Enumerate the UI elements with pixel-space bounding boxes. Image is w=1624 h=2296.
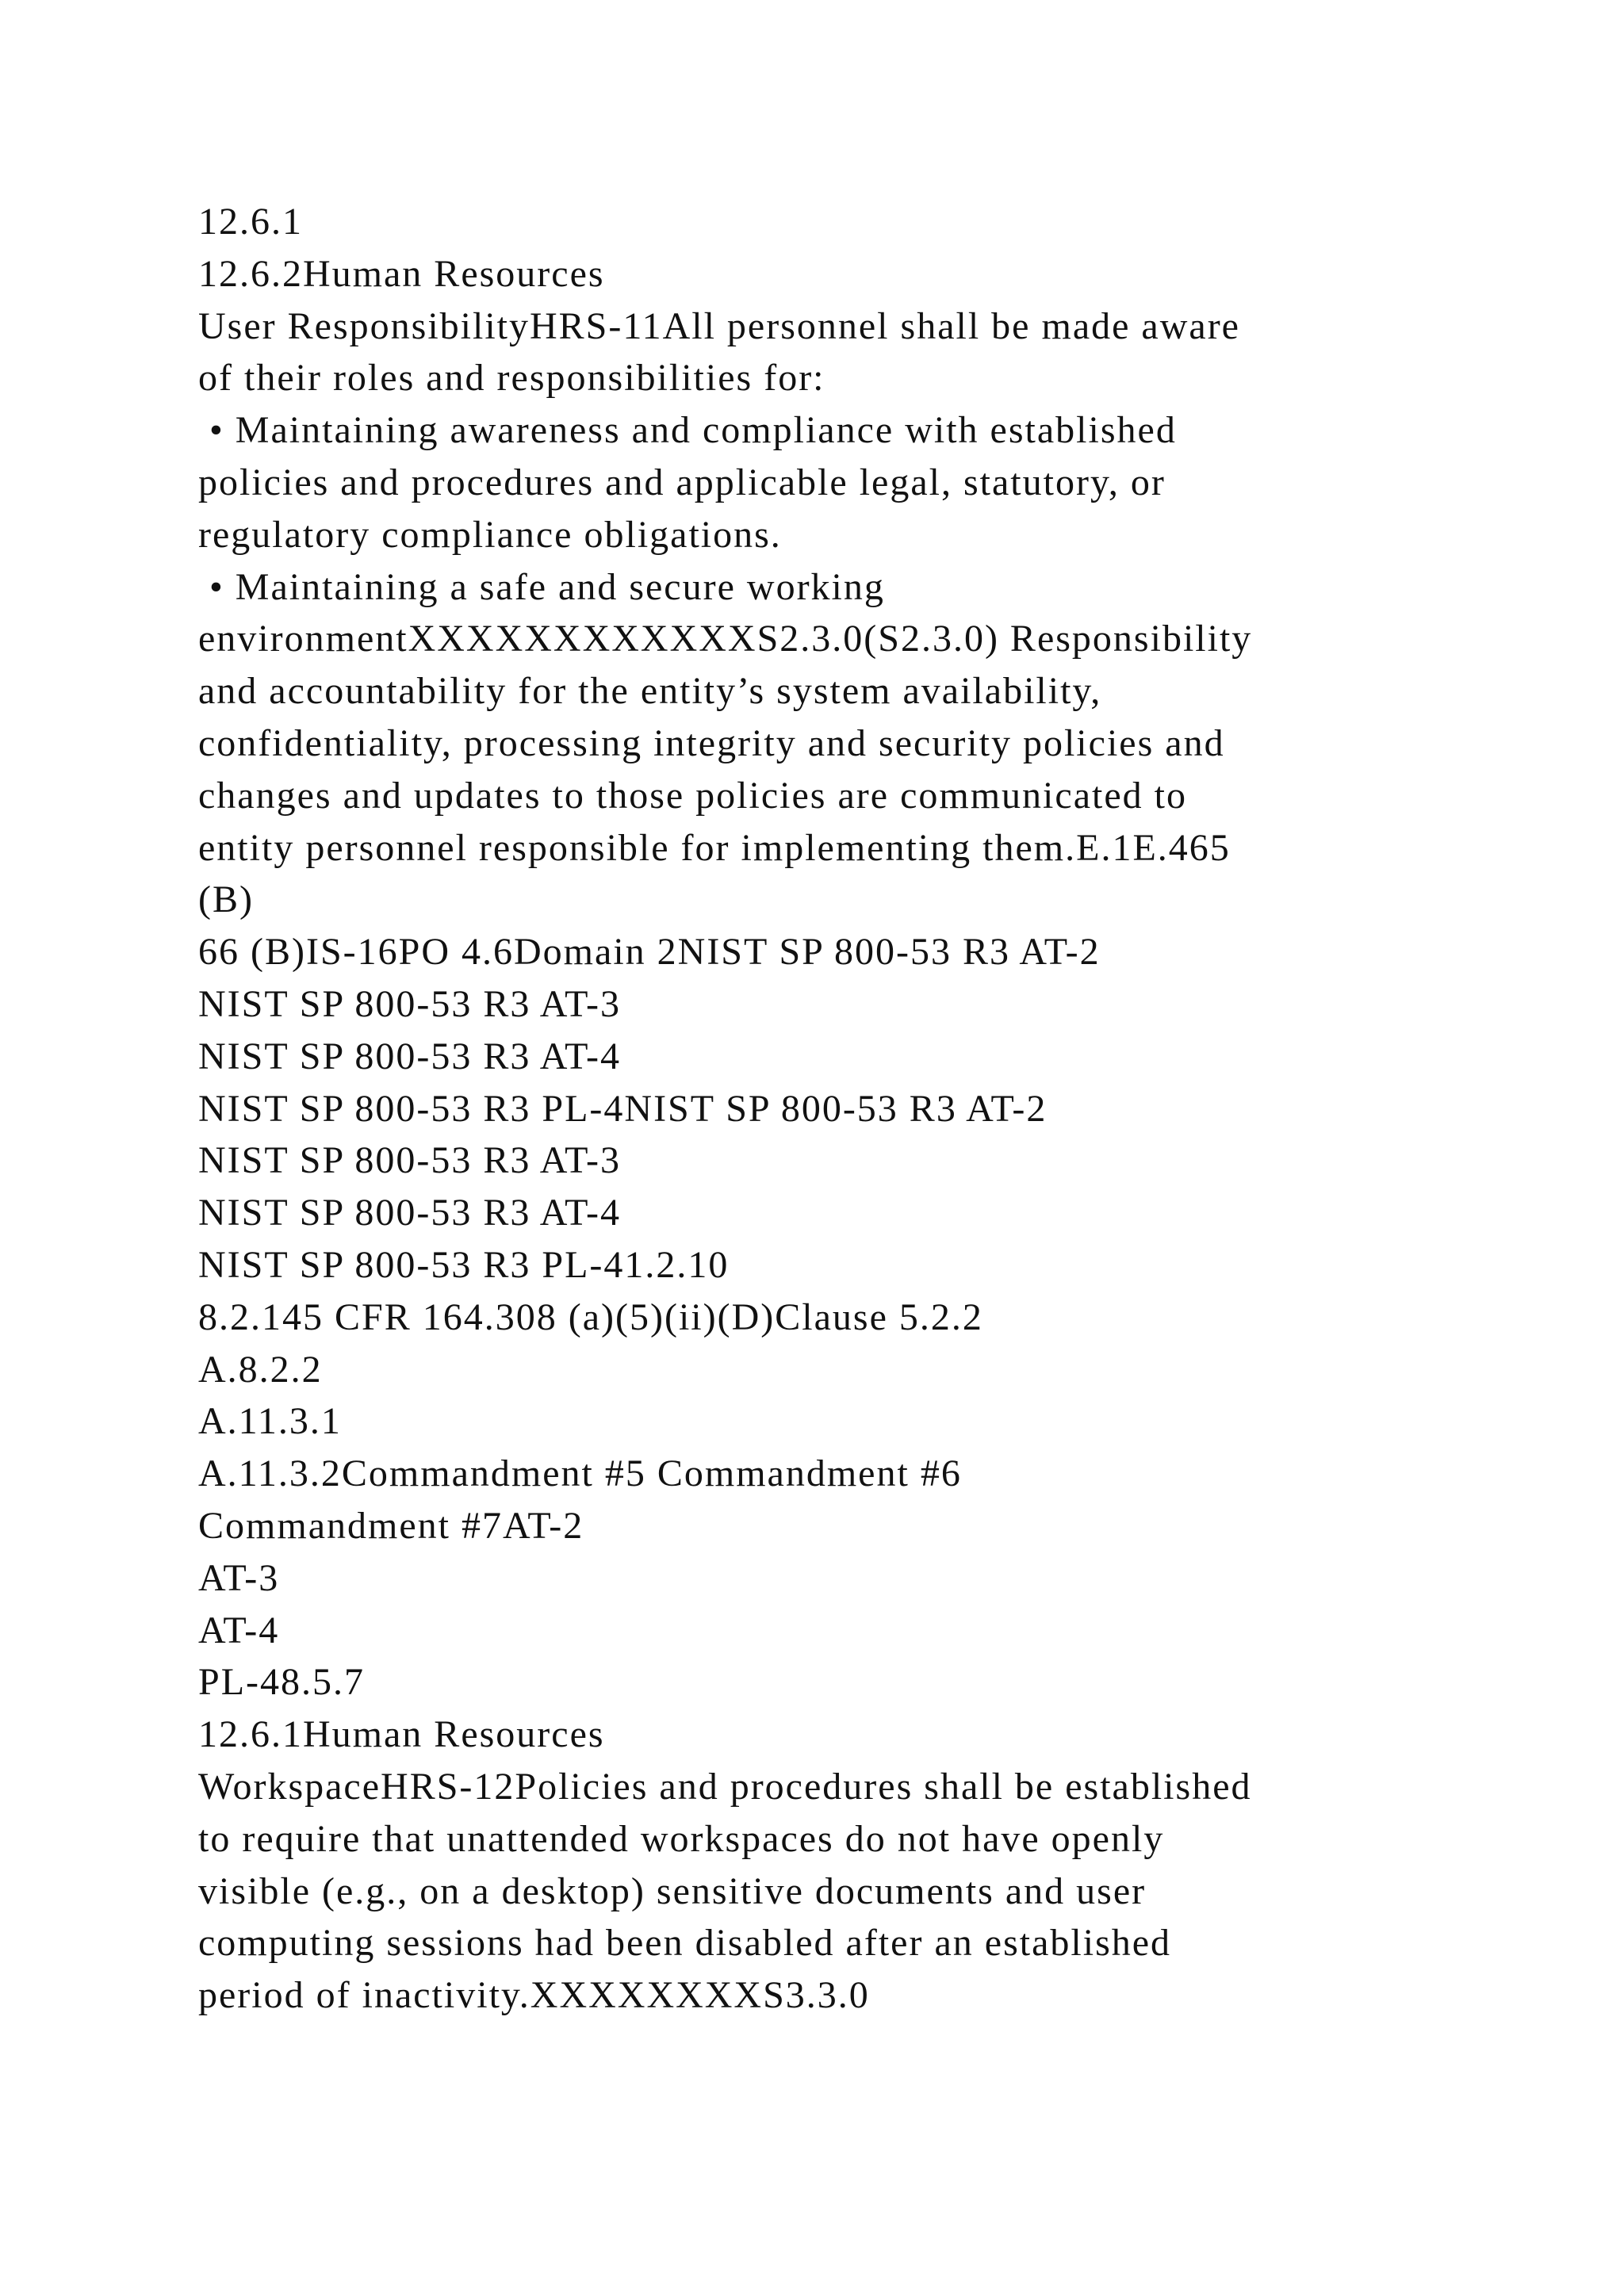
text-line: changes and updates to those policies are communicated to bbox=[198, 774, 1187, 817]
text-line: (B) bbox=[198, 878, 254, 921]
text-line: • Maintaining awareness and compliance with established bbox=[198, 409, 1177, 452]
text-line: visible (e.g., on a desktop) sensitive documents and user bbox=[198, 1869, 1147, 1912]
text-line: PL-48.5.7 bbox=[198, 1661, 365, 1704]
text-line: A.8.2.2 bbox=[198, 1348, 323, 1391]
text-line: AT-4 bbox=[198, 1609, 280, 1651]
text-line: NIST SP 800-53 R3 PL-4NIST SP 800-53 R3 AT-2 bbox=[198, 1087, 1048, 1130]
text-line: 8.2.145 CFR 164.308 (a)(5)(ii)(D)Clause 5.2.2 bbox=[198, 1295, 983, 1338]
text-line: environmentXXXXXXXXXXXXS2.3.0(S2.3.0) Responsibility bbox=[198, 618, 1253, 660]
text-line: and accountability for the entity’s system availability, bbox=[198, 670, 1102, 713]
text-line: 12.6.1Human Resources bbox=[198, 1713, 605, 1756]
text-line: WorkspaceHRS-12Policies and procedures shall be established bbox=[198, 1765, 1252, 1808]
text-line: period of inactivity.XXXXXXXXS3.3.0 bbox=[198, 1974, 870, 2017]
text-line: policies and procedures and applicable legal, statutory, or bbox=[198, 461, 1166, 503]
text-line: AT-3 bbox=[198, 1556, 280, 1599]
text-line: NIST SP 800-53 R3 AT-3 bbox=[198, 1139, 621, 1182]
text-line: NIST SP 800-53 R3 AT-4 bbox=[198, 1035, 621, 1077]
text-line: NIST SP 800-53 R3 AT-3 bbox=[198, 982, 621, 1025]
text-line: NIST SP 800-53 R3 AT-4 bbox=[198, 1192, 621, 1234]
text-line: 12.6.1 bbox=[198, 201, 303, 243]
text-line: A.11.3.1 bbox=[198, 1400, 342, 1443]
text-line: NIST SP 800-53 R3 PL-41.2.10 bbox=[198, 1243, 730, 1286]
text-line: regulatory compliance obligations. bbox=[198, 513, 782, 556]
text-line: of their roles and responsibilities for: bbox=[198, 357, 825, 400]
text-line: Commandment #7AT-2 bbox=[198, 1504, 584, 1547]
document-body bbox=[198, 196, 1467, 2022]
text-line: computing sessions had been disabled after an established bbox=[198, 1922, 1172, 1965]
text-line: 12.6.2Human Resources bbox=[198, 252, 605, 295]
text-line: entity personnel responsible for implementing them.E.1E.465 bbox=[198, 826, 1231, 869]
text-line: User ResponsibilityHRS-11All personnel shall be made aware bbox=[198, 304, 1240, 347]
text-line: confidentiality, processing integrity and security policies and bbox=[198, 721, 1225, 764]
text-line: A.11.3.2Commandment #5 Commandment #6 bbox=[198, 1452, 962, 1495]
text-line: to require that unattended workspaces do not have openly bbox=[198, 1817, 1165, 1860]
text-line: 66 (B)IS-16PO 4.6Domain 2NIST SP 800-53 R3 AT-2 bbox=[198, 931, 1101, 974]
text-line: • Maintaining a safe and secure working bbox=[198, 565, 885, 608]
